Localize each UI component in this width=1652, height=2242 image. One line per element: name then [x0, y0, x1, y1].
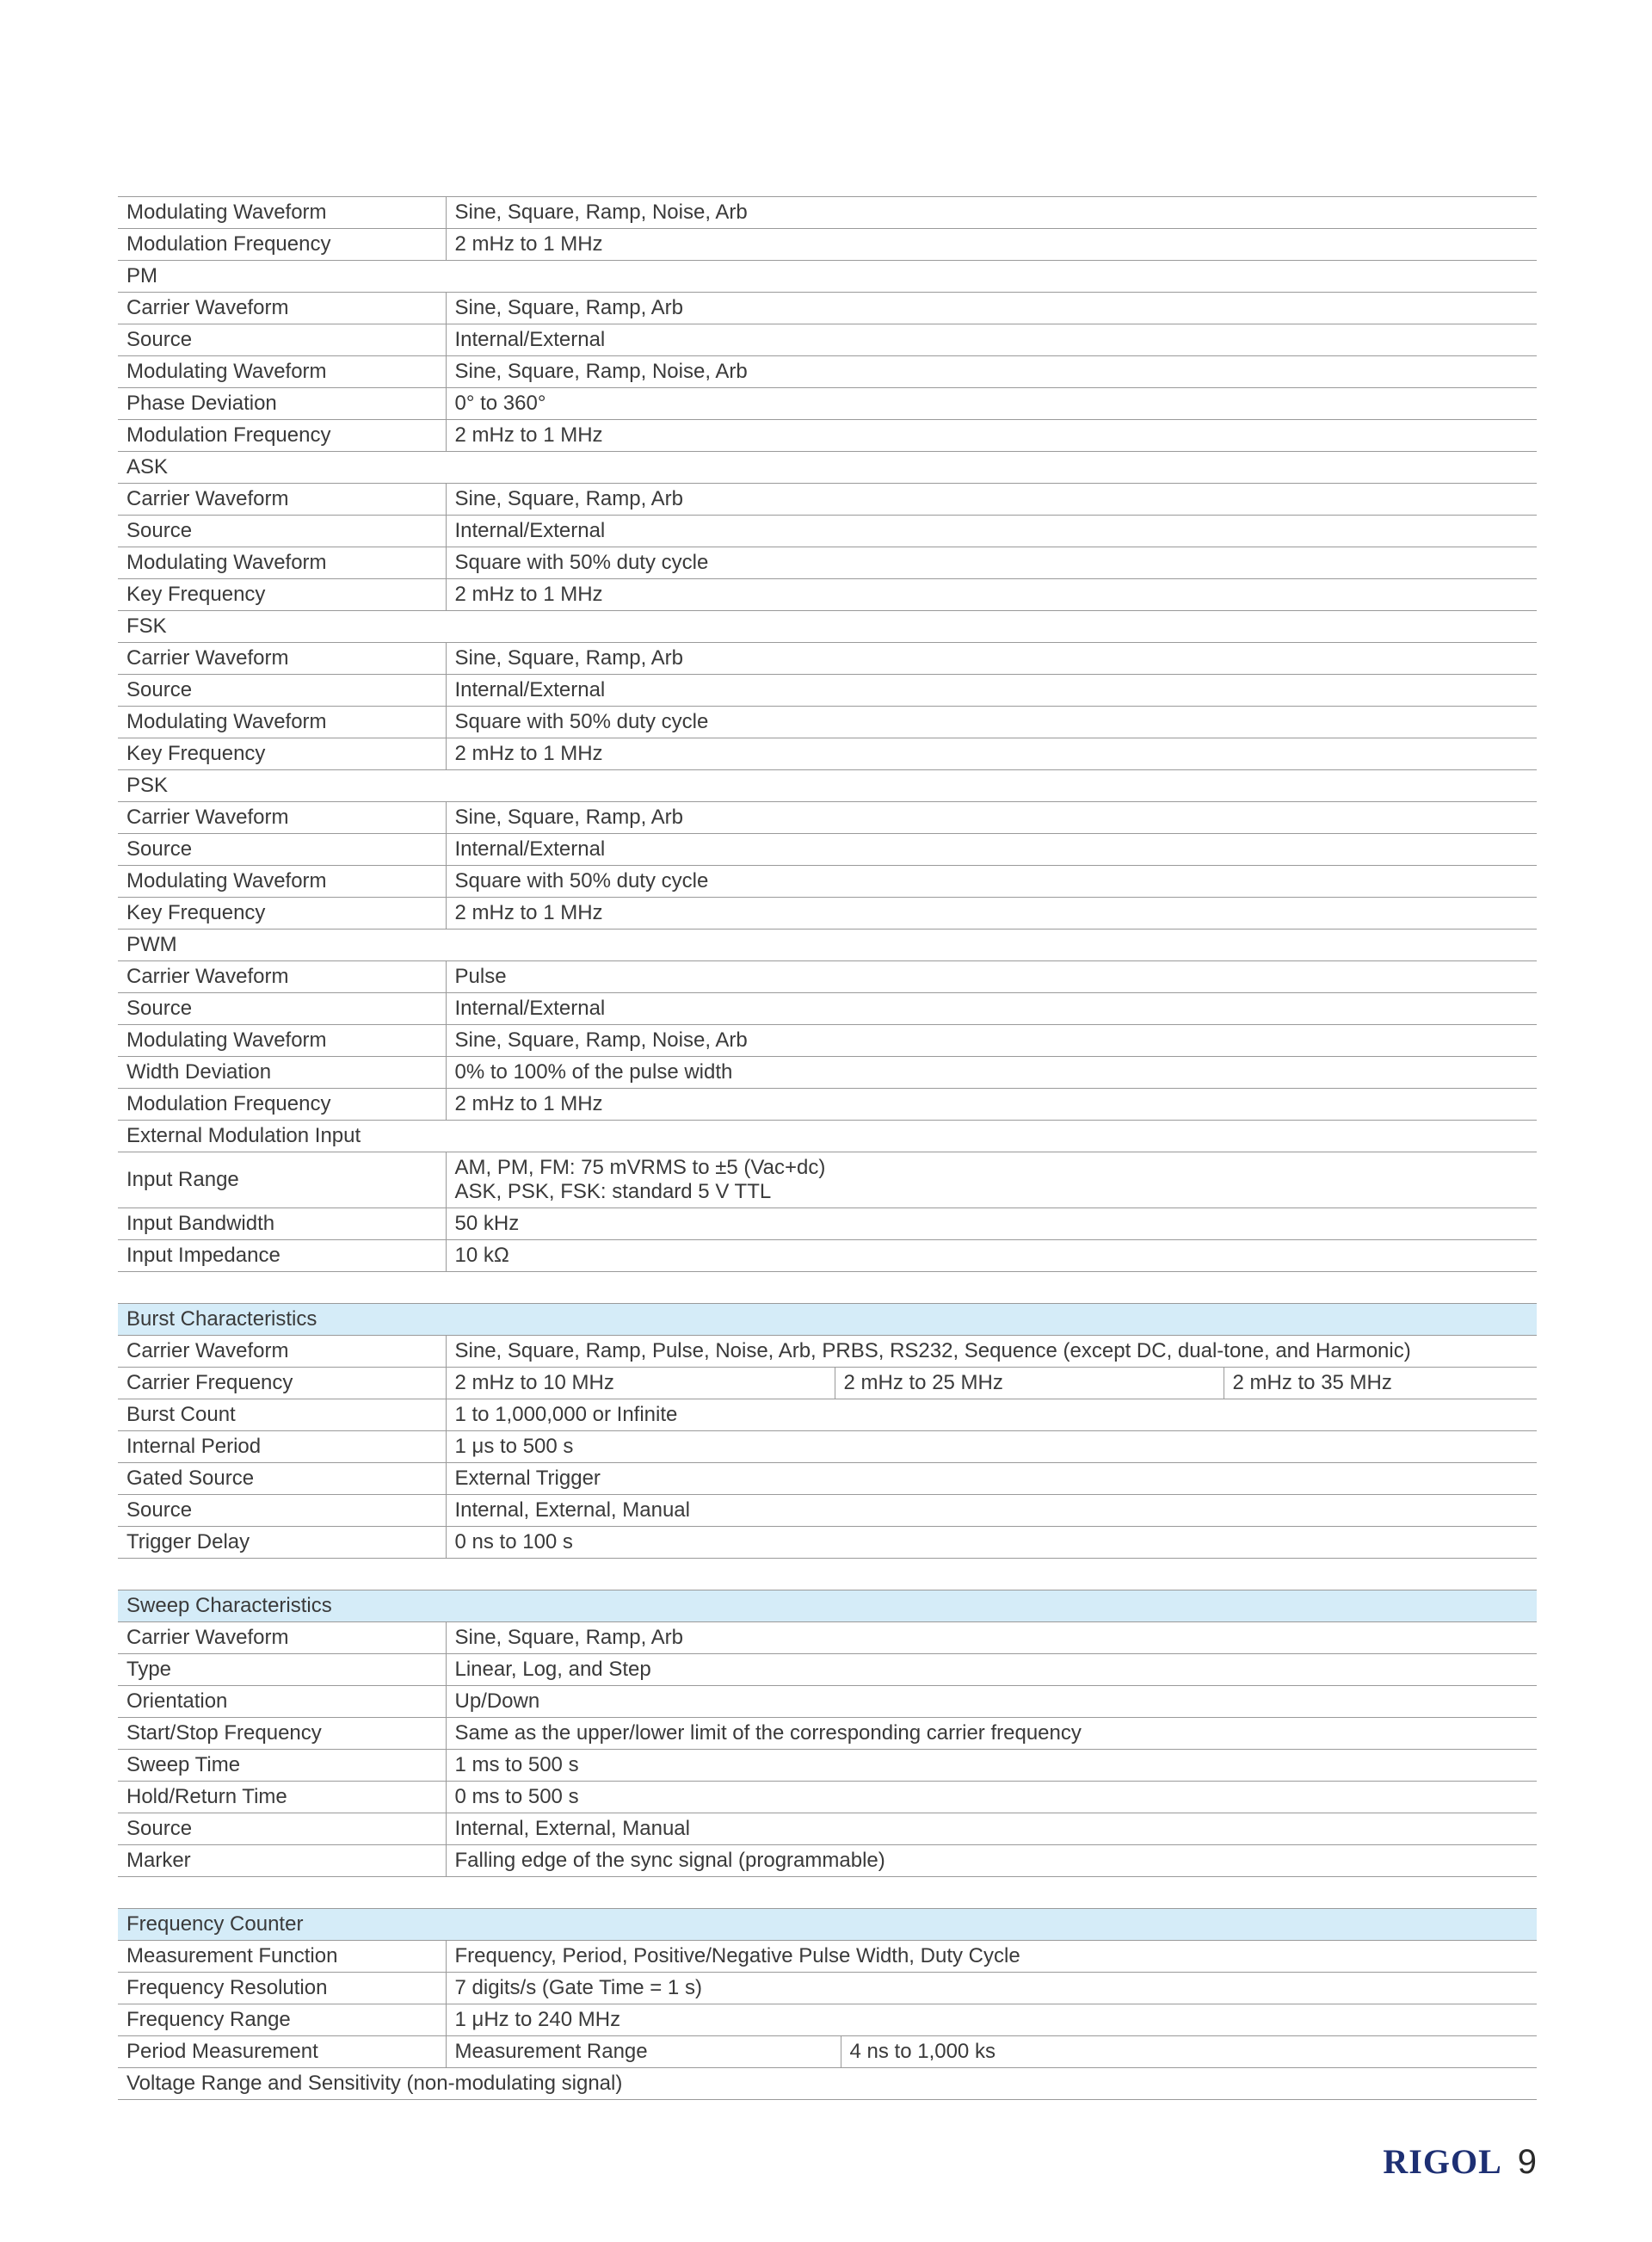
spec-value: Sine, Square, Ramp, Noise, Arb [446, 1025, 1537, 1057]
burst-rows [118, 1304, 1537, 1559]
group-row [118, 452, 1537, 484]
spec-value: Linear, Log, and Step [446, 1654, 1537, 1686]
spec-label: Carrier Waveform [118, 802, 446, 834]
table-row [118, 229, 1537, 261]
spec-value: 1 ms to 500 s [446, 1750, 1537, 1782]
spec-label: Type [118, 1654, 446, 1686]
table-row [118, 643, 1537, 675]
table-row [118, 2036, 1537, 2068]
spec-value: Sine, Square, Ramp, Arb [446, 484, 1537, 516]
counter-title: Frequency Counter [118, 1909, 1537, 1941]
table-row [118, 1686, 1537, 1718]
sweep-rows [118, 1590, 1537, 1877]
spec-value: Sine, Square, Ramp, Noise, Arb [446, 356, 1537, 388]
spec-label: Modulating Waveform [118, 707, 446, 738]
table-row [118, 1336, 1537, 1368]
spec-value: 0% to 100% of the pulse width [446, 1057, 1537, 1089]
spec-value: Internal, External, Manual [446, 1495, 1537, 1527]
spec-label: Modulating Waveform [118, 547, 446, 579]
burst-title: Burst Characteristics [118, 1304, 1537, 1336]
spec-value: 2 mHz to 1 MHz [446, 229, 1537, 261]
spec-label: Internal Period [118, 1431, 446, 1463]
spec-value: 2 mHz to 10 MHz [446, 1368, 835, 1399]
table-row [118, 1782, 1537, 1813]
rigol-logo: RIGOL [1383, 2142, 1502, 2181]
spec-value-line: AM, PM, FM: 75 mVRMS to ±5 (Vac+dc) [454, 1156, 826, 1179]
table-row [118, 1750, 1537, 1782]
spec-value: Sine, Square, Ramp, Noise, Arb [446, 197, 1537, 229]
spec-value: 0 ms to 500 s [446, 1782, 1537, 1813]
burst-table [118, 1303, 1537, 1559]
table-row [118, 738, 1537, 770]
spec-value: 50 kHz [446, 1208, 1537, 1240]
spec-value: Sine, Square, Ramp, Arb [446, 293, 1537, 324]
spec-label: Frequency Range [118, 2004, 446, 2036]
spec-value: 7 digits/s (Gate Time = 1 s) [446, 1973, 1537, 2004]
spec-label: Input Bandwidth [118, 1208, 446, 1240]
modulation-table [118, 196, 1537, 1272]
spec-label: Period Measurement [118, 2036, 446, 2068]
spec-value: Up/Down [446, 1686, 1537, 1718]
table-row [118, 1025, 1537, 1057]
spec-label: Carrier Frequency [118, 1368, 446, 1399]
spec-value: Sine, Square, Ramp, Arb [446, 1622, 1537, 1654]
spec-label: Orientation [118, 1686, 446, 1718]
table-row [118, 197, 1537, 229]
spec-sheet [118, 196, 1537, 2100]
spec-label: Frequency Resolution [118, 1973, 446, 2004]
spec-value: 2 mHz to 1 MHz [446, 738, 1537, 770]
table-row [118, 1089, 1537, 1121]
table-row [118, 579, 1537, 611]
table-row [118, 1622, 1537, 1654]
group-row [118, 611, 1537, 643]
spec-label: Input Impedance [118, 1240, 446, 1272]
spec-value: Same as the upper/lower limit of the corresponding carrier frequency [446, 1718, 1537, 1750]
group-label: PSK [118, 770, 1537, 802]
spec-value: 0° to 360° [446, 388, 1537, 420]
table-row [118, 1718, 1537, 1750]
group-row [118, 261, 1537, 293]
spec-label: Input Range [118, 1152, 446, 1208]
table-row [118, 293, 1537, 324]
spec-label: Modulating Waveform [118, 197, 446, 229]
spec-value: 2 mHz to 1 MHz [446, 420, 1537, 452]
group-label: FSK [118, 611, 1537, 643]
spec-label: Source [118, 1813, 446, 1845]
spec-value: 2 mHz to 35 MHz [1224, 1368, 1537, 1399]
spec-value: 1 μs to 500 s [446, 1431, 1537, 1463]
table-row [118, 1654, 1537, 1686]
spec-label: Trigger Delay [118, 1527, 446, 1559]
table-row [118, 1463, 1537, 1495]
table-row [118, 1527, 1537, 1559]
spec-value: Sine, Square, Ramp, Arb [446, 802, 1537, 834]
spec-value: Internal, External, Manual [446, 1813, 1537, 1845]
table-row [118, 420, 1537, 452]
spec-value: Square with 50% duty cycle [446, 866, 1537, 898]
spec-label: Gated Source [118, 1463, 446, 1495]
spec-value: Internal/External [446, 516, 1537, 547]
spec-label: Modulation Frequency [118, 420, 446, 452]
spec-label: Carrier Waveform [118, 484, 446, 516]
spec-label: Modulating Waveform [118, 866, 446, 898]
spec-value: Internal/External [446, 675, 1537, 707]
spec-value: 10 kΩ [446, 1240, 1537, 1272]
table-row [118, 675, 1537, 707]
burst-header [118, 1304, 1537, 1336]
table-row [118, 1845, 1537, 1877]
table-row [118, 1368, 1537, 1399]
spec-value: Internal/External [446, 834, 1537, 866]
group-label: PWM [118, 930, 1537, 961]
page-footer [1383, 2141, 1537, 2182]
spec-value: Internal/External [446, 993, 1537, 1025]
spec-value: Frequency, Period, Positive/Negative Pulse Width, Duty Cycle [446, 1941, 1537, 1973]
table-row [118, 388, 1537, 420]
spec-value: 2 mHz to 25 MHz [835, 1368, 1224, 1399]
group-row [118, 930, 1537, 961]
page-number: 9 [1517, 2143, 1537, 2181]
spec-label: Modulation Frequency [118, 229, 446, 261]
counter-rows [118, 1909, 1537, 2100]
spec-label: Key Frequency [118, 898, 446, 930]
spec-value: Pulse [446, 961, 1537, 993]
table-row [118, 324, 1537, 356]
table-row [118, 1057, 1537, 1089]
group-row [118, 770, 1537, 802]
table-row [118, 516, 1537, 547]
table-row [118, 1495, 1537, 1527]
table-row [118, 1152, 1537, 1208]
spec-label: Source [118, 1495, 446, 1527]
table-row [118, 898, 1537, 930]
table-row [118, 1973, 1537, 2004]
spec-value: Square with 50% duty cycle [446, 707, 1537, 738]
table-row [118, 1240, 1537, 1272]
group-label: Voltage Range and Sensitivity (non-modulating signal) [118, 2068, 1537, 2100]
spec-subfield: Measurement Range [446, 2036, 841, 2068]
spec-label: Carrier Waveform [118, 1622, 446, 1654]
counter-table [118, 1908, 1537, 2100]
table-row [118, 707, 1537, 738]
table-row [118, 802, 1537, 834]
spec-label: Modulating Waveform [118, 356, 446, 388]
spec-label: Modulation Frequency [118, 1089, 446, 1121]
spec-label: Start/Stop Frequency [118, 1718, 446, 1750]
spec-label: Carrier Waveform [118, 643, 446, 675]
table-row [118, 1941, 1537, 1973]
spec-value: 1 to 1,000,000 or Infinite [446, 1399, 1537, 1431]
table-row [118, 961, 1537, 993]
spec-label: Sweep Time [118, 1750, 446, 1782]
spec-value [446, 1152, 1537, 1208]
table-row [118, 356, 1537, 388]
spec-label: Source [118, 324, 446, 356]
spec-value: 2 mHz to 1 MHz [446, 898, 1537, 930]
spec-label: Source [118, 993, 446, 1025]
table-row [118, 834, 1537, 866]
spec-value: 2 mHz to 1 MHz [446, 579, 1537, 611]
spec-label: Phase Deviation [118, 388, 446, 420]
spec-value: External Trigger [446, 1463, 1537, 1495]
spec-value: 4 ns to 1,000 ks [841, 2036, 1537, 2068]
spec-label: Carrier Waveform [118, 293, 446, 324]
spec-label: Carrier Waveform [118, 1336, 446, 1368]
table-row [118, 484, 1537, 516]
table-row [118, 547, 1537, 579]
spec-label: Key Frequency [118, 579, 446, 611]
spec-label: Source [118, 516, 446, 547]
spec-value: Square with 50% duty cycle [446, 547, 1537, 579]
spec-label: Carrier Waveform [118, 961, 446, 993]
spec-label: Marker [118, 1845, 446, 1877]
sweep-header [118, 1590, 1537, 1622]
spec-label: Modulating Waveform [118, 1025, 446, 1057]
spec-label: Key Frequency [118, 738, 446, 770]
group-row [118, 2068, 1537, 2100]
spec-value-line: ASK, PSK, FSK: standard 5 V TTL [454, 1180, 772, 1203]
spec-value: 0 ns to 100 s [446, 1527, 1537, 1559]
spec-label: Hold/Return Time [118, 1782, 446, 1813]
sweep-table [118, 1590, 1537, 1877]
sweep-title: Sweep Characteristics [118, 1590, 1537, 1622]
spec-value: Sine, Square, Ramp, Pulse, Noise, Arb, PRBS, RS232, Sequence (except DC, dual-tone, and Harmonic) [446, 1336, 1537, 1368]
group-label: External Modulation Input [118, 1121, 1537, 1152]
group-label: ASK [118, 452, 1537, 484]
spec-value: Sine, Square, Ramp, Arb [446, 643, 1537, 675]
spec-label: Source [118, 675, 446, 707]
spec-label: Burst Count [118, 1399, 446, 1431]
spec-label: Source [118, 834, 446, 866]
table-row [118, 1431, 1537, 1463]
spec-value: Internal/External [446, 324, 1537, 356]
group-row [118, 1121, 1537, 1152]
modulation-rows [118, 197, 1537, 1272]
spec-value: Falling edge of the sync signal (programmable) [446, 1845, 1537, 1877]
spec-label: Width Deviation [118, 1057, 446, 1089]
table-row [118, 1208, 1537, 1240]
spec-value: 2 mHz to 1 MHz [446, 1089, 1537, 1121]
spec-label: Measurement Function [118, 1941, 446, 1973]
table-row [118, 2004, 1537, 2036]
table-row [118, 1813, 1537, 1845]
spec-value: 1 μHz to 240 MHz [446, 2004, 1537, 2036]
counter-header [118, 1909, 1537, 1941]
group-label: PM [118, 261, 1537, 293]
table-row [118, 993, 1537, 1025]
table-row [118, 1399, 1537, 1431]
table-row [118, 866, 1537, 898]
